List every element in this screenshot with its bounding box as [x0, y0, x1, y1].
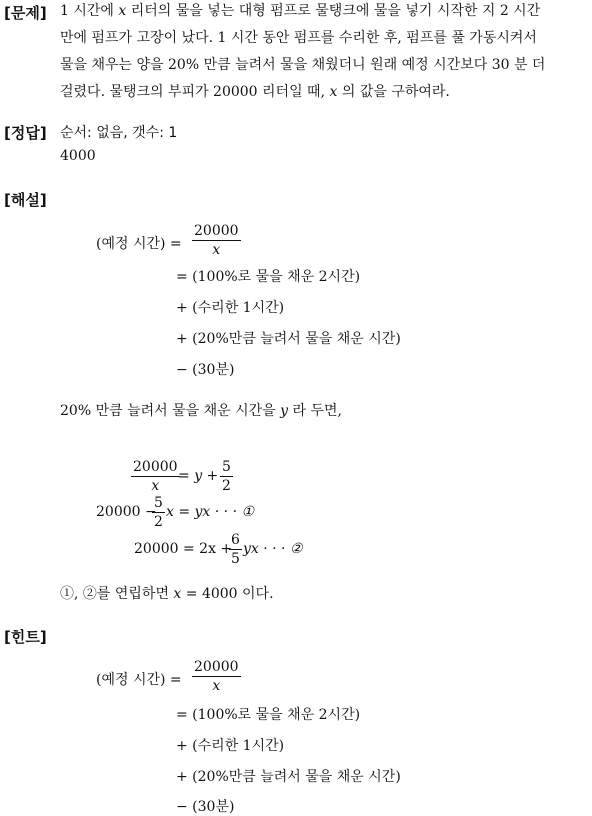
fraction-denominator: x — [151, 478, 160, 494]
expl-eq-line-4: + (20%만큼 늘려서 물을 채운 시간) — [176, 331, 401, 347]
problem-label: [문제] — [4, 4, 47, 22]
fraction-numerator: 20000 — [133, 459, 178, 475]
fraction-numerator: 5 — [154, 495, 163, 511]
problem-line-1 — [60, 0, 590, 25]
sys2-rhs: x = yx · · · ① — [166, 504, 255, 520]
var-x: x — [329, 84, 338, 100]
concl-a: ①, ②를 연립하면 — [60, 586, 174, 602]
hint-eq-line-2: = (100%로 물을 채운 2시간) — [176, 707, 361, 723]
expl-eq-line-5: − (30분) — [176, 362, 235, 378]
var-y: y — [194, 468, 203, 484]
expl-conclusion — [60, 583, 274, 603]
fraction-numerator: 20000 — [194, 223, 239, 239]
sys1-fraction — [131, 458, 180, 495]
expl-let-line — [60, 400, 342, 420]
problem-line-3: 물을 채우는 양을 20% 만큼 늘려서 물을 채웠더니 원래 예정 시간보다 30 분 더 — [60, 57, 546, 73]
expl-eq-line-2: = (100%로 물을 채운 2시간) — [176, 269, 361, 285]
fraction-denominator: x — [212, 242, 221, 258]
hint-eq-lhs: (예정 시간) = — [96, 672, 182, 688]
concl-b: = 4000 이다. — [181, 586, 274, 602]
fraction-denominator: x — [212, 678, 221, 694]
hint-fraction — [192, 658, 241, 695]
fraction-denominator: 5 — [231, 551, 240, 567]
problem-line-4b: 의 값을 구하여라. — [337, 84, 450, 100]
problem-text — [60, 0, 590, 106]
problem-line-2: 만에 펌프가 고장이 났다. 1 시간 동안 펌프를 수리한 후, 펌프를 풀 가동시켜서 — [60, 30, 537, 46]
hint-eq-line-3: + (수리한 1시간) — [176, 738, 285, 754]
sys3-lhs: 20000 = 2x + — [134, 541, 233, 557]
sys3-frac-6-5 — [229, 531, 242, 568]
fraction-numerator: 6 — [231, 532, 240, 548]
sys1-rhs — [178, 468, 218, 484]
sys1-frac-5-2 — [220, 458, 233, 495]
let-b: 라 두면, — [288, 403, 342, 419]
fraction-denominator: 2 — [222, 478, 231, 494]
sys1-eq: = — [178, 468, 195, 484]
problem-line-1b: 리터의 물을 넣는 대형 펌프로 물탱크에 물을 넣기 시작한 지 2 시간 — [126, 3, 541, 19]
expl-fraction — [192, 222, 241, 259]
var-x: x — [118, 3, 127, 19]
fraction-numerator: 20000 — [194, 659, 239, 675]
fraction-denominator: 2 — [154, 514, 163, 530]
problem-line-1a: 1 시간에 — [60, 3, 119, 19]
hint-eq-line-5: − (30분) — [176, 799, 235, 815]
problem-line-4 — [60, 79, 590, 106]
sys2-lhs: 20000 − — [96, 504, 157, 520]
sys2-frac-5-2 — [152, 494, 165, 531]
expl-eq-lhs: (예정 시간) = — [96, 236, 182, 252]
sys3-rhs: yx · · · ② — [243, 541, 303, 557]
answer-value: 4000 — [60, 148, 96, 164]
hint-label: [힌트] — [4, 628, 47, 646]
explanation-label: [해설] — [4, 191, 47, 209]
hint-eq-line-4: + (20%만큼 늘려서 물을 채운 시간) — [176, 769, 401, 785]
var-y: y — [280, 403, 289, 419]
let-a: 20% 만큼 늘려서 물을 채운 시간을 — [60, 403, 281, 419]
var-x: x — [173, 586, 182, 602]
problem-line-4a: 걸렸다. 물탱크의 부피가 20000 리터일 때, — [60, 84, 330, 100]
sys1-plus: + — [202, 468, 219, 484]
answer-meta: 순서: 없음, 갯수: 1 — [60, 125, 178, 141]
expl-eq-line-3: + (수리한 1시간) — [176, 300, 285, 316]
answer-label: [정답] — [4, 124, 47, 142]
fraction-numerator: 5 — [222, 459, 231, 475]
